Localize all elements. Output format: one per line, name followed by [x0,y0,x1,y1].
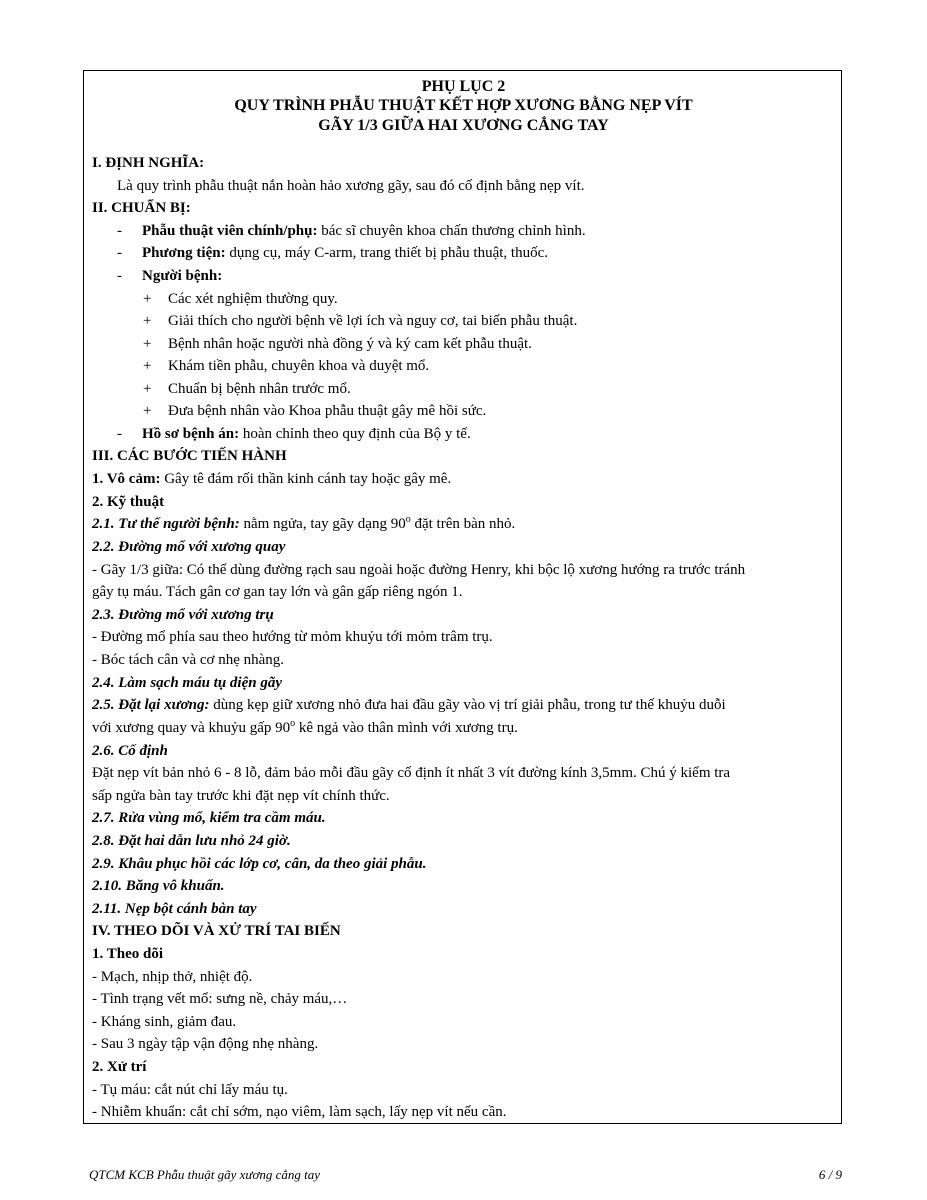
plus-marker: + [143,358,152,374]
dash-marker: - [117,426,122,442]
plus-marker: + [143,403,152,419]
prep-item-patient [117,266,223,286]
prep-item-text: dụng cụ, máy C-arm, trang thiết bị phẫu thuật, thuốc. [225,245,548,261]
step-text: Gây tê đám rối thần kinh cánh tay hoặc gây mê. [160,471,452,487]
monitoring-item: - Tình trạng vết mổ: sưng nề, chảy máu,… [92,991,348,1007]
paragraph-line: - Đường mổ phía sau theo hướng từ mỏm khuỷu tới mỏm trâm trụ. [92,629,493,645]
patient-subitem [143,401,487,421]
prep-item-equipment [117,243,548,263]
paragraph-line: - Bóc tách cân và cơ nhẹ nhàng. [92,652,285,668]
section-monitoring-heading: IV. THEO DÕI VÀ XỬ TRÍ TAI BIẾN [92,923,341,939]
plus-marker: + [143,291,152,307]
monitoring-item: - Kháng sinh, giảm đau. [92,1014,237,1030]
step-patient-position [92,514,515,534]
step-text: với xương quay và khuỷu gấp 90 [92,720,291,736]
monitoring-item: - Mạch, nhịp thở, nhiệt độ. [92,969,253,985]
paragraph-line: sấp ngửa bàn tay trước khi đặt nẹp vít chính thức. [92,788,390,804]
step-ulna-approach-heading: 2.3. Đường mổ với xương trụ [92,607,274,623]
prep-item-text: bác sĩ chuyên khoa chấn thương chỉnh hình. [317,223,586,239]
appendix-title: PHỤ LỤC 2 [421,78,506,95]
dash-marker: - [117,223,122,239]
section-preparation-heading: II. CHUẨN BỊ: [92,200,191,216]
handling-item: - Tụ máu: cắt nút chỉ lấy máu tụ. [92,1082,288,1098]
definition-text: Là quy trình phẫu thuật nắn hoàn hảo xương gãy, sau đó cố định bằng nẹp vít. [117,178,585,194]
degree-sup: o [290,718,296,729]
step-label: 2.1. Tư thế người bệnh: [92,516,240,532]
prep-item-surgeon [117,221,586,241]
step-cleaning-heading: 2.4. Làm sạch máu tụ diện gãy [92,675,283,691]
monitoring-item: - Sau 3 ngày tập vận động nhẹ nhàng. [92,1036,319,1052]
dash-marker: - [117,268,122,284]
prep-item-label: Người bệnh: [142,268,223,284]
step-reduction [92,695,726,715]
prep-item-label: Phương tiện: [142,245,226,261]
step-fixation-heading: 2.6. Cố định [92,743,168,759]
step-label: 2.5. Đặt lại xương: [92,697,210,713]
section-definition-heading: I. ĐỊNH NGHĨA: [92,155,205,171]
step-technique-heading: 2. Kỹ thuật [92,494,165,510]
step-label: 1. Vô cảm: [92,471,161,487]
dash-marker: - [117,245,122,261]
subitem-text: Giải thích cho người bệnh về lợi ích và nguy cơ, tai biến phẫu thuật. [168,313,578,329]
prep-item-records [117,424,471,444]
monitoring-subheading: 1. Theo dõi [92,946,163,962]
patient-subitem [143,334,532,354]
subitem-text: Chuẩn bị bệnh nhân trước mổ. [168,381,351,397]
handling-item: - Nhiễm khuẩn: cắt chỉ sớm, nạo viêm, làm sạch, lấy nẹp vít nếu cần. [92,1104,507,1120]
plus-marker: + [143,381,152,397]
prep-item-text: hoàn chỉnh theo quy định của Bộ y tế. [239,426,471,442]
patient-subitem [143,289,338,309]
step-text-end: kê ngả vào thân mình với xương trụ. [295,720,518,736]
subitem-text: Khám tiền phẫu, chuyên khoa và duyệt mổ. [168,358,430,374]
section-steps-heading: III. CÁC BƯỚC TIẾN HÀNH [92,448,287,464]
step-suture-heading: 2.9. Khâu phục hồi các lớp cơ, cân, da theo giải phẫu. [92,856,427,872]
step-anesthesia [92,469,451,489]
paragraph-line: Đặt nẹp vít bản nhỏ 6 - 8 lỗ, đảm bảo mỗi đầu gãy cố định ít nhất 3 vít đường kính 3,5mm. Chú ý kiểm tra [92,765,731,781]
patient-subitem [143,356,430,376]
step-text: nằm ngửa, tay gãy dạng 90 [239,516,406,532]
paragraph-line: gây tụ máu. Tách gân cơ gan tay lớn và gân gấp riêng ngón 1. [92,584,463,600]
paragraph-line: - Gãy 1/3 giữa: Có thể dùng đường rạch sau ngoài hoặc đường Henry, khi bộc lộ xương hướng ra trước tránh [92,562,746,578]
step-splint-heading: 2.11. Nẹp bột cánh bàn tay [92,901,257,917]
step-radius-approach-heading: 2.2. Đường mổ với xương quay [92,539,286,555]
procedure-title: QUY TRÌNH PHẪU THUẬT KẾT HỢP XƯƠNG BẰNG NẸP VÍT [234,97,693,114]
step-text-end: đặt trên bàn nhỏ. [410,516,516,532]
subitem-text: Bệnh nhân hoặc người nhà đồng ý và ký cam kết phẫu thuật. [168,336,532,352]
patient-subitem [143,379,351,399]
prep-item-label: Hồ sơ bệnh án: [142,426,240,442]
handling-subheading: 2. Xử trí [92,1059,147,1075]
subitem-text: Các xét nghiệm thường quy. [168,291,338,307]
prep-item-label: Phẫu thuật viên chính/phụ: [142,223,318,239]
step-bandage-heading: 2.10. Băng vô khuẩn. [92,878,225,894]
degree-sup: o [405,514,411,525]
subitem-text: Đưa bệnh nhân vào Khoa phẫu thuật gây mê hồi sức. [168,403,487,419]
procedure-subtitle: GÃY 1/3 GIỮA HAI XƯƠNG CẲNG TAY [318,117,609,134]
plus-marker: + [143,313,152,329]
footer-page-number: 6 / 9 [818,1167,842,1182]
patient-subitem [143,311,578,331]
step-text: dùng kẹp giữ xương nhỏ đưa hai đầu gãy vào vị trí giải phẫu, trong tư thế khuỷu duỗi [209,697,726,713]
step-drain-heading: 2.8. Đặt hai dẫn lưu nhỏ 24 giờ. [92,833,291,849]
step-wash-heading: 2.7. Rửa vùng mổ, kiểm tra cầm máu. [92,810,326,826]
footer-document-name: QTCM KCB Phẫu thuật gãy xương cẳng tay [89,1167,321,1182]
plus-marker: + [143,336,152,352]
paragraph-line [92,718,518,738]
